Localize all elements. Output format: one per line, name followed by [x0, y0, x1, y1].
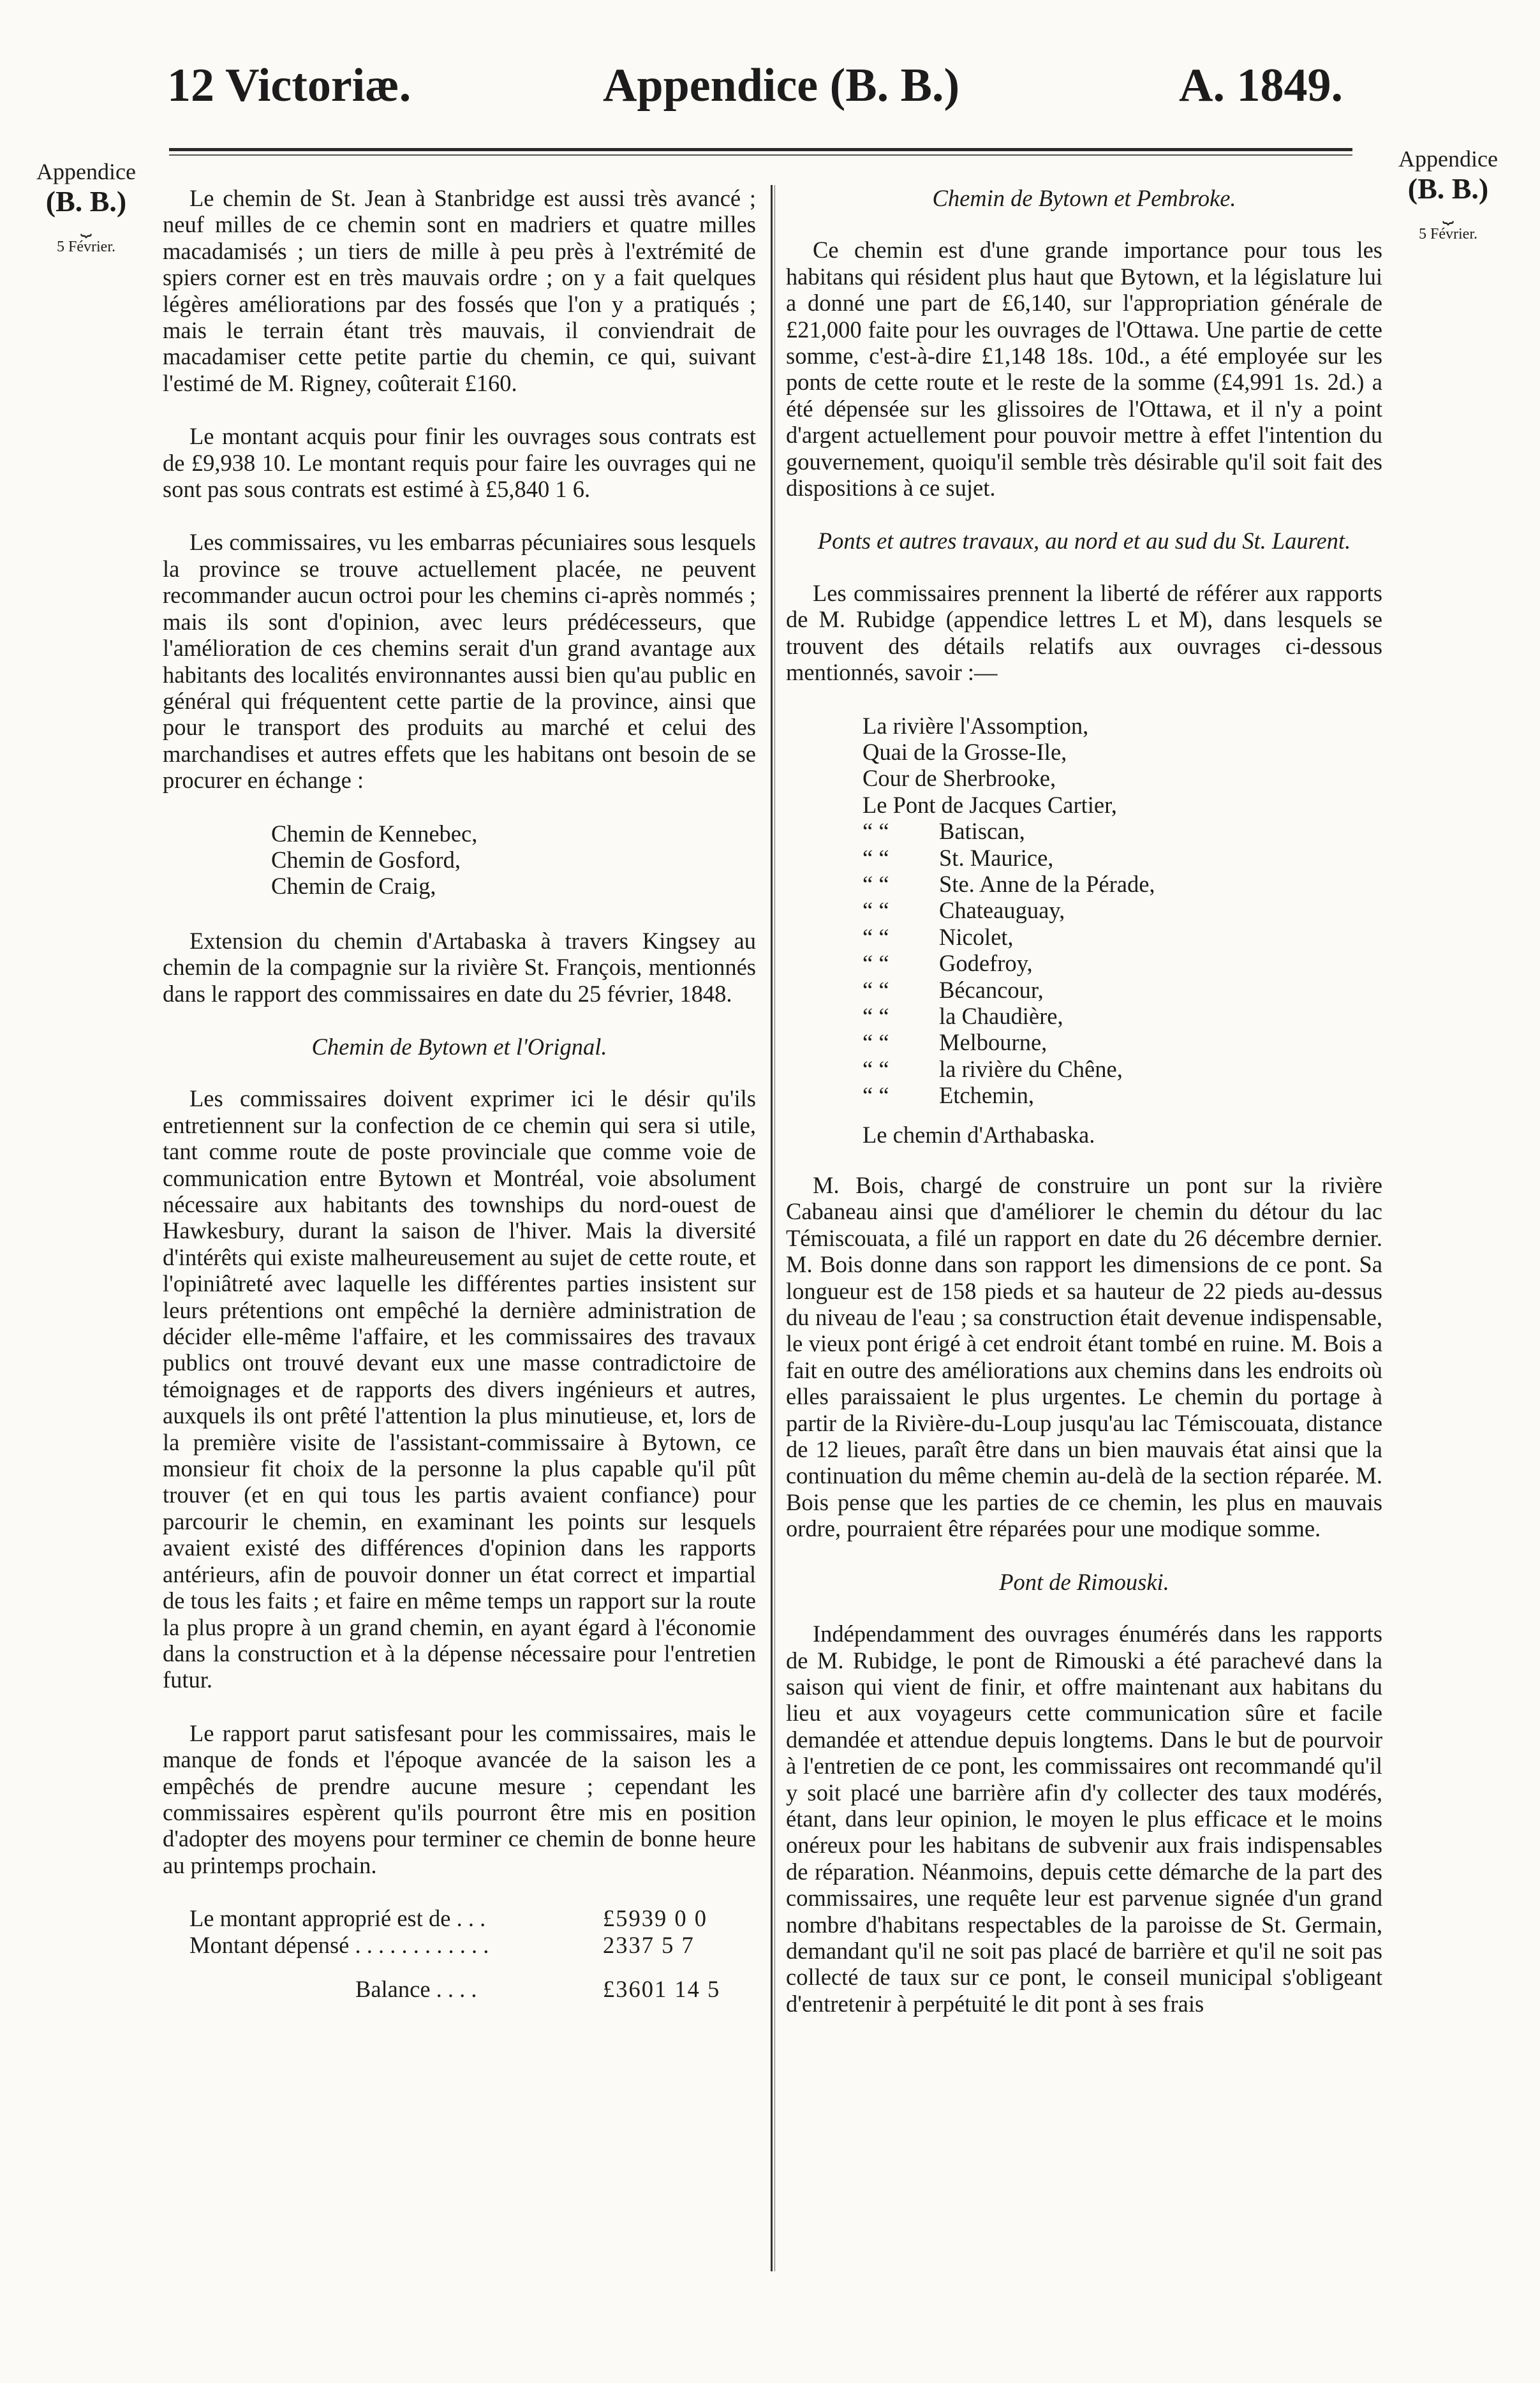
margin-date: 5 Février.: [57, 239, 115, 255]
section-heading: Pont de Rimouski.: [999, 1568, 1169, 1595]
list-item: [863, 1029, 1382, 1055]
margin-date: 5 Février.: [1419, 226, 1477, 242]
margin-brace-icon: ⏟: [80, 216, 92, 237]
amounts-table: [163, 1905, 756, 2002]
bridge-name: Batiscan,: [939, 818, 1025, 845]
margin-note-right: [1381, 145, 1515, 243]
bridge-name: la rivière du Chêne,: [939, 1055, 1123, 1082]
section-heading: Chemin de Bytown et l'Orignal.: [311, 1033, 607, 1060]
list-item: [863, 1056, 1382, 1082]
bridge-name: Ste. Anne de la Pérade,: [939, 870, 1155, 897]
ditto-mark: “ “: [863, 950, 889, 977]
list-item: La rivière l'Assomption,: [863, 712, 1089, 739]
list-item: [863, 1082, 1382, 1108]
margin-note-left: [26, 158, 147, 256]
list-item: Chemin de Craig,: [271, 873, 436, 900]
paragraph: Les commissaires doivent exprimer ici le désir qu'ils entretiennent sur la confection de ce chemin qui sera si utile, tant comme route de poste provinciale que comme voie de communication entre Bytown et Montréal, voie absolument nécessaire aux habitants des townships du nord-ouest de Hawkesbury, durant la saison de l'hiver. Mais la diversité d'intérêts qui existe malheureusement au sujet de cette route, et l'opiniâtreté avec laquelle les différentes parties insistent sur leurs prétentions ont empêché la dernière administration de décider elle-même l'affaire, et les commissaires des travaux publics ont trouvé devant eux une masse contradictoire de témoignages et de rapports des divers ingénieurs et autres, auxquels ils ont prêté l'attention la plus minutieuse, et, lors de la première visite de l'assistant-commissaire à Bytown, ce monsieur fit choix de la personne la plus capable qu'il pût trouver (et en qui tous les partis avaient confiance) pour parcourir le chemin, en examinant les points sur lesquels avaient existé des différences d'opinion dans les rapports antérieurs, afin de pouvoir donner un état correct et impartial de tous les faits ; et faire en même temps un rapport sur la route la plus propre à un grand chemin, en ayant égard à l'économie dans la construction et à la dépense nécessaire pour l'entretien futur.: [163, 1085, 756, 1693]
balance-value: £3601 14 5: [603, 1975, 721, 2002]
column-divider: [771, 185, 773, 2271]
bridge-name: Bécancour,: [939, 976, 1044, 1003]
year-label: A. 1849.: [1179, 59, 1343, 112]
margin-appendix-label: Appendice: [1398, 146, 1498, 172]
paragraph: Le chemin de St. Jean à Stanbridge est aussi très avancé ; neuf milles de ce chemin sont en madriers et quatre milles macadamisés ; un tiers de mille à peu près à l'extrémité de spiers corner est en très mauvais ordre ; on y a fait quelques légères améliorations par des fossés que l'on y a pratiqués ; mais le terrain étant très mauvais, il conviendrait de macadamiser cette petite partie du chemin, ce qui, suivant l'estimé de M. Rigney, coûterait £160.: [163, 185, 756, 396]
ditto-mark: “ “: [863, 897, 889, 924]
section-heading: Ponts et autres travaux, au nord et au sud du St. Laurent.: [817, 528, 1351, 554]
ditto-mark: “ “: [863, 818, 889, 845]
paragraph: Les commissaires prennent la liberté de référer aux rapports de M. Rubidge (appendice lettres L et M), dans lesquels se trouvent des détails relatifs aux ouvrages ci-dessous mentionnés, savoir :—: [786, 579, 1382, 686]
amount-value: 2337 5 7: [603, 1931, 695, 1958]
margin-appendix-code: (B. B.): [45, 185, 127, 218]
amount-value: £5939 0 0: [603, 1905, 707, 1932]
page-title: Appendice (B. B.): [603, 59, 960, 112]
column-divider-thin: [774, 185, 775, 2271]
ditto-mark: “ “: [863, 844, 889, 871]
bridge-name: St. Maurice,: [939, 844, 1054, 871]
list-item: [863, 845, 1382, 871]
bridge-name: Godefroy,: [939, 950, 1033, 977]
bridge-name: la Chaudière,: [939, 1002, 1063, 1029]
left-column: [163, 185, 756, 2002]
list-item: Le Pont de Jacques Cartier,: [863, 791, 1117, 818]
header-rule-thin: [169, 154, 1352, 156]
section-heading: Chemin de Bytown et Pembroke.: [932, 185, 1236, 211]
bridge-name: Melbourne,: [939, 1029, 1048, 1056]
ditto-mark: “ “: [863, 1055, 889, 1082]
list-item: Cour de Sherbrooke,: [863, 765, 1056, 792]
amount-row: [189, 1932, 756, 1958]
page-header: [0, 59, 1540, 129]
bridge-name: Chateauguay,: [939, 897, 1065, 924]
roads-list: [163, 820, 756, 900]
paragraph: Le montant acquis pour finir les ouvrages sous contrats est de £9,938 10. Le montant requis pour faire les ouvrages qui ne sont pas sous contrats est estimé à £5,840 1 6.: [163, 423, 756, 503]
ditto-mark: “ “: [863, 1082, 889, 1109]
header-rule: [169, 148, 1352, 151]
amount-label: Montant dépensé . . . . . . . . . . . .: [189, 1931, 489, 1958]
list-item: [863, 977, 1382, 1003]
session-label: 12 Victoriæ.: [167, 59, 411, 112]
list-item: Quai de la Grosse-Ile,: [863, 738, 1067, 765]
list-item: [863, 1003, 1382, 1029]
margin-appendix-code: (B. B.): [1407, 172, 1489, 205]
works-list: [786, 713, 1382, 1148]
list-item: Chemin de Gosford,: [271, 846, 461, 873]
paragraph: Ce chemin est d'une grande importance pour tous les habitans qui résident plus haut que Bytown, et la législature lui a donné une part de £6,140, sur l'appropriation générale de £21,000 faite pour les ouvrages de l'Ottawa. Une partie de cette somme, c'est-à-dire £1,148 18s. 10d., a été employée sur les ponts de cette route et le reste de la somme (£4,991 1s. 2d.) a été dépensée sur les glissoires de l'Ottawa, et il n'y a point d'argent actuellement pour pouvoir mettre à effet l'intention du gouvernement, quoiqu'il semble très désirable qu'il soit fait des dispositions à ce sujet.: [786, 237, 1382, 501]
right-column: [786, 185, 1382, 2044]
paragraph: Indépendamment des ouvrages énumérés dans les rapports de M. Rubidge, le pont de Rimouski a été parachevé dans la saison qui vient de finir, et offre maintenant aux habitans du lieu et aux voyageurs cette communication sûre et facile demandée et attendue depuis longtems. Dans le but de pourvoir à l'entretien de ce pont, les commissaires ont recommandé qu'il y soit placé une barrière afin d'y collecter des taux modérés, étant, dans leur opinion, le moyen le plus efficace et le moins onéreux pour les habitans de subvenir aux frais indispensables de réparation. Néanmoins, depuis cette démarche de la part des commissaires, une requête leur est parvenue signée d'un grand nombre d'habitans respectables de la paroisse de St. Germain, demandant qu'il ne soit pas placé de barrière et qu'il ne soit pas collecté de taux sur ce pont, le conseil municipal s'obligeant d'entretenir à perpétuité le dit pont à ses frais: [786, 1621, 1382, 2017]
paragraph: Les commissaires, vu les embarras pécuniaires sous lesquels la province se trouve actuellement placée, ne peuvent recommander aucun octroi pour les chemins ci-après nommés ; mais ils sont d'opinion, avec leurs prédécesseurs, que l'amélioration de ces chemins serait d'un grand avantage aux habitants des localités environnantes aussi bien qu'au public en général qui fréquentent cette partie de la province, ainsi que pour le transport des produits au marché et celui des marchandises et autres effets que les habitans ont besoin de se procurer en échange :: [163, 529, 756, 794]
paragraph: Extension du chemin d'Artabaska à travers Kingsey au chemin de la compagnie sur la rivière St. François, mentionnés dans le rapport des commissaires en date du 25 février, 1848.: [163, 927, 756, 1007]
ditto-mark: “ “: [863, 1002, 889, 1029]
list-item: [863, 871, 1382, 897]
ditto-mark: “ “: [863, 923, 889, 950]
balance-label: Balance . . . .: [355, 1975, 477, 2002]
paragraph: Le rapport parut satisfesant pour les commissaires, mais le manque de fonds et l'époque avancée de la saison les a empêchés de prendre aucune mesure ; cependant les commissaires espèrent qu'ils pourront être mis en position d'adopter des moyens pour terminer ce chemin de bonne heure au printemps prochain.: [163, 1719, 756, 1878]
amount-row: [189, 1905, 756, 1931]
bridge-name: Nicolet,: [939, 923, 1014, 950]
ditto-mark: “ “: [863, 1029, 889, 1056]
amount-label: Le montant approprié est de . . .: [189, 1905, 486, 1932]
list-item: [863, 897, 1382, 923]
list-item: Le chemin d'Arthabaska.: [863, 1121, 1095, 1148]
list-item: [863, 818, 1382, 844]
list-item: [863, 924, 1382, 950]
margin-appendix-label: Appendice: [36, 159, 136, 184]
bridge-name: Etchemin,: [939, 1082, 1034, 1109]
list-item: Chemin de Kennebec,: [271, 820, 478, 847]
paragraph: M. Bois, chargé de construire un pont sur la rivière Cabaneau ainsi que d'améliorer le chemin du détour du lac Témiscouata, a filé un rapport en date du 26 décembre dernier. M. Bois donne dans son rapport les dimensions de ce pont. Sa longueur est de 158 pieds et sa hauteur de 22 pieds au-dessus du niveau de l'eau ; sa construction était devenue indispensable, le vieux pont érigé à cet endroit étant tombé en ruine. M. Bois a fait en outre des améliorations aux chemins dans les endroits où elles paraissaient le plus urgentes. Le chemin du portage à partir de la Rivière-du-Loup jusqu'au lac Témiscouata, distance de 12 lieues, paraît être dans un bien mauvais état ainsi que la continuation du même chemin au-delà de la section réparée. M. Bois pense que les parties de ce chemin, les plus en mauvais ordre, pourraient être réparées pour une modique somme.: [786, 1172, 1382, 1542]
list-item: [863, 950, 1382, 976]
margin-brace-icon: ⏟: [1442, 203, 1454, 224]
ditto-mark: “ “: [863, 870, 889, 897]
balance-row: [189, 1976, 756, 2002]
ditto-mark: “ “: [863, 976, 889, 1003]
